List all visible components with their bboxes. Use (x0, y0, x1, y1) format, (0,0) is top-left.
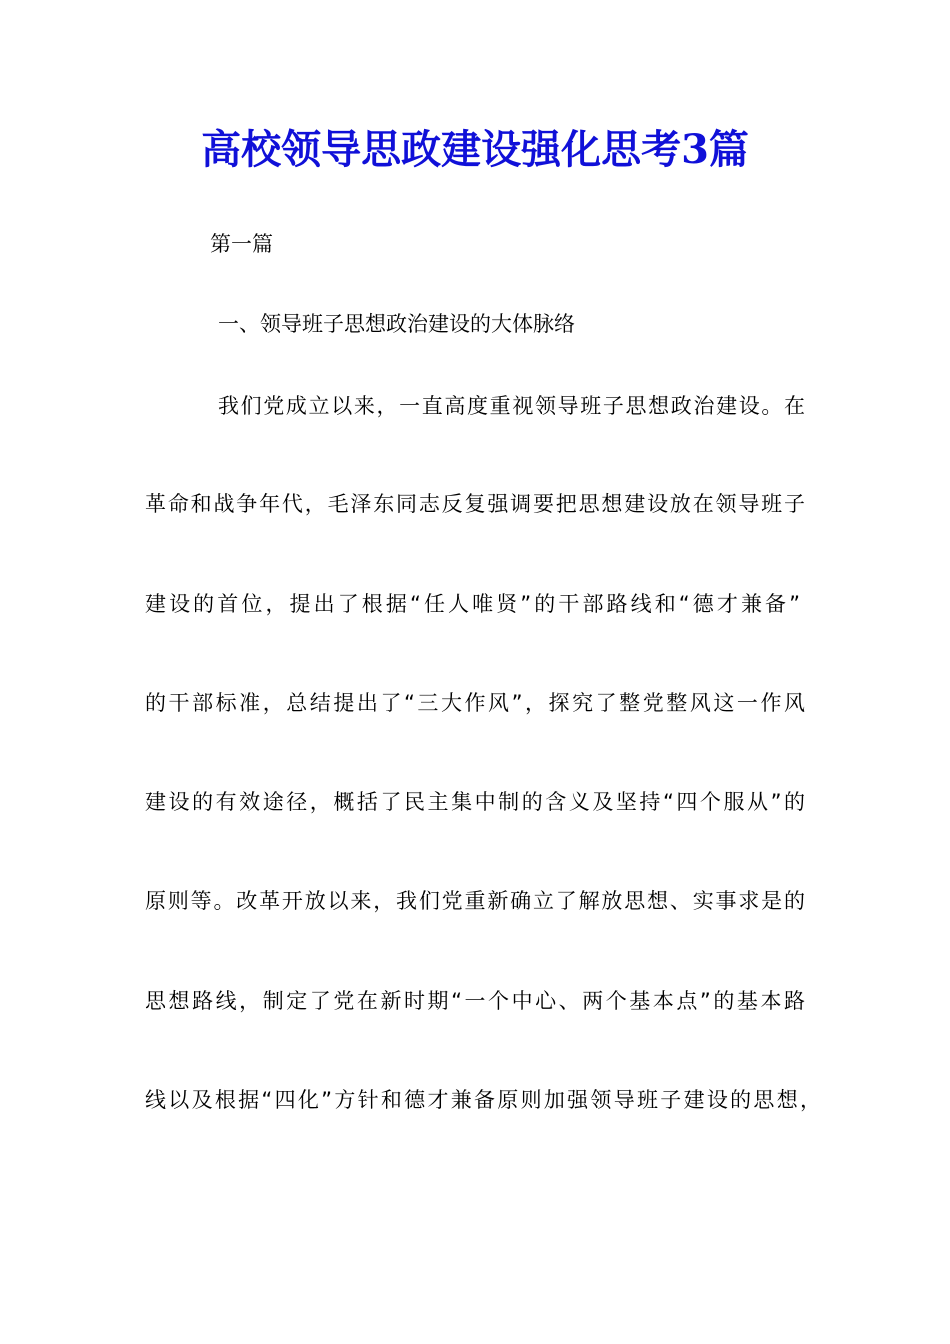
paragraph-line: 我们党成立以来，一直高度重视领导班子思想政治建设。在 (218, 394, 805, 418)
paragraph-line: 建设的有效途径，概括了民主集中制的含义及坚持“四个服从”的 (145, 790, 805, 814)
document-title: 高校领导思政建设强化思考3篇 (201, 126, 749, 173)
paragraph-line: 建设的首位，提出了根据“任人唯贤”的干部路线和“德才兼备” (145, 592, 800, 616)
paragraph-line: 思想路线，制定了党在新时期“一个中心、两个基本点”的基本路 (145, 989, 805, 1013)
paragraph-line: 线以及根据“四化”方针和德才兼备原则加强领导班子建设的思想， (145, 1088, 821, 1112)
paragraph-line: 革命和战争年代，毛泽东同志反复强调要把思想建设放在领导班子 (145, 492, 805, 516)
section-label: 第一篇 (210, 232, 273, 256)
paragraph-line: 的干部标准，总结提出了“三大作风”，探究了整党整风这一作风 (145, 691, 805, 715)
paragraph-line: 原则等。改革开放以来，我们党重新确立了解放思想、实事求是的 (145, 889, 805, 913)
section-heading: 一、领导班子思想政治建设的大体脉络 (218, 312, 575, 336)
